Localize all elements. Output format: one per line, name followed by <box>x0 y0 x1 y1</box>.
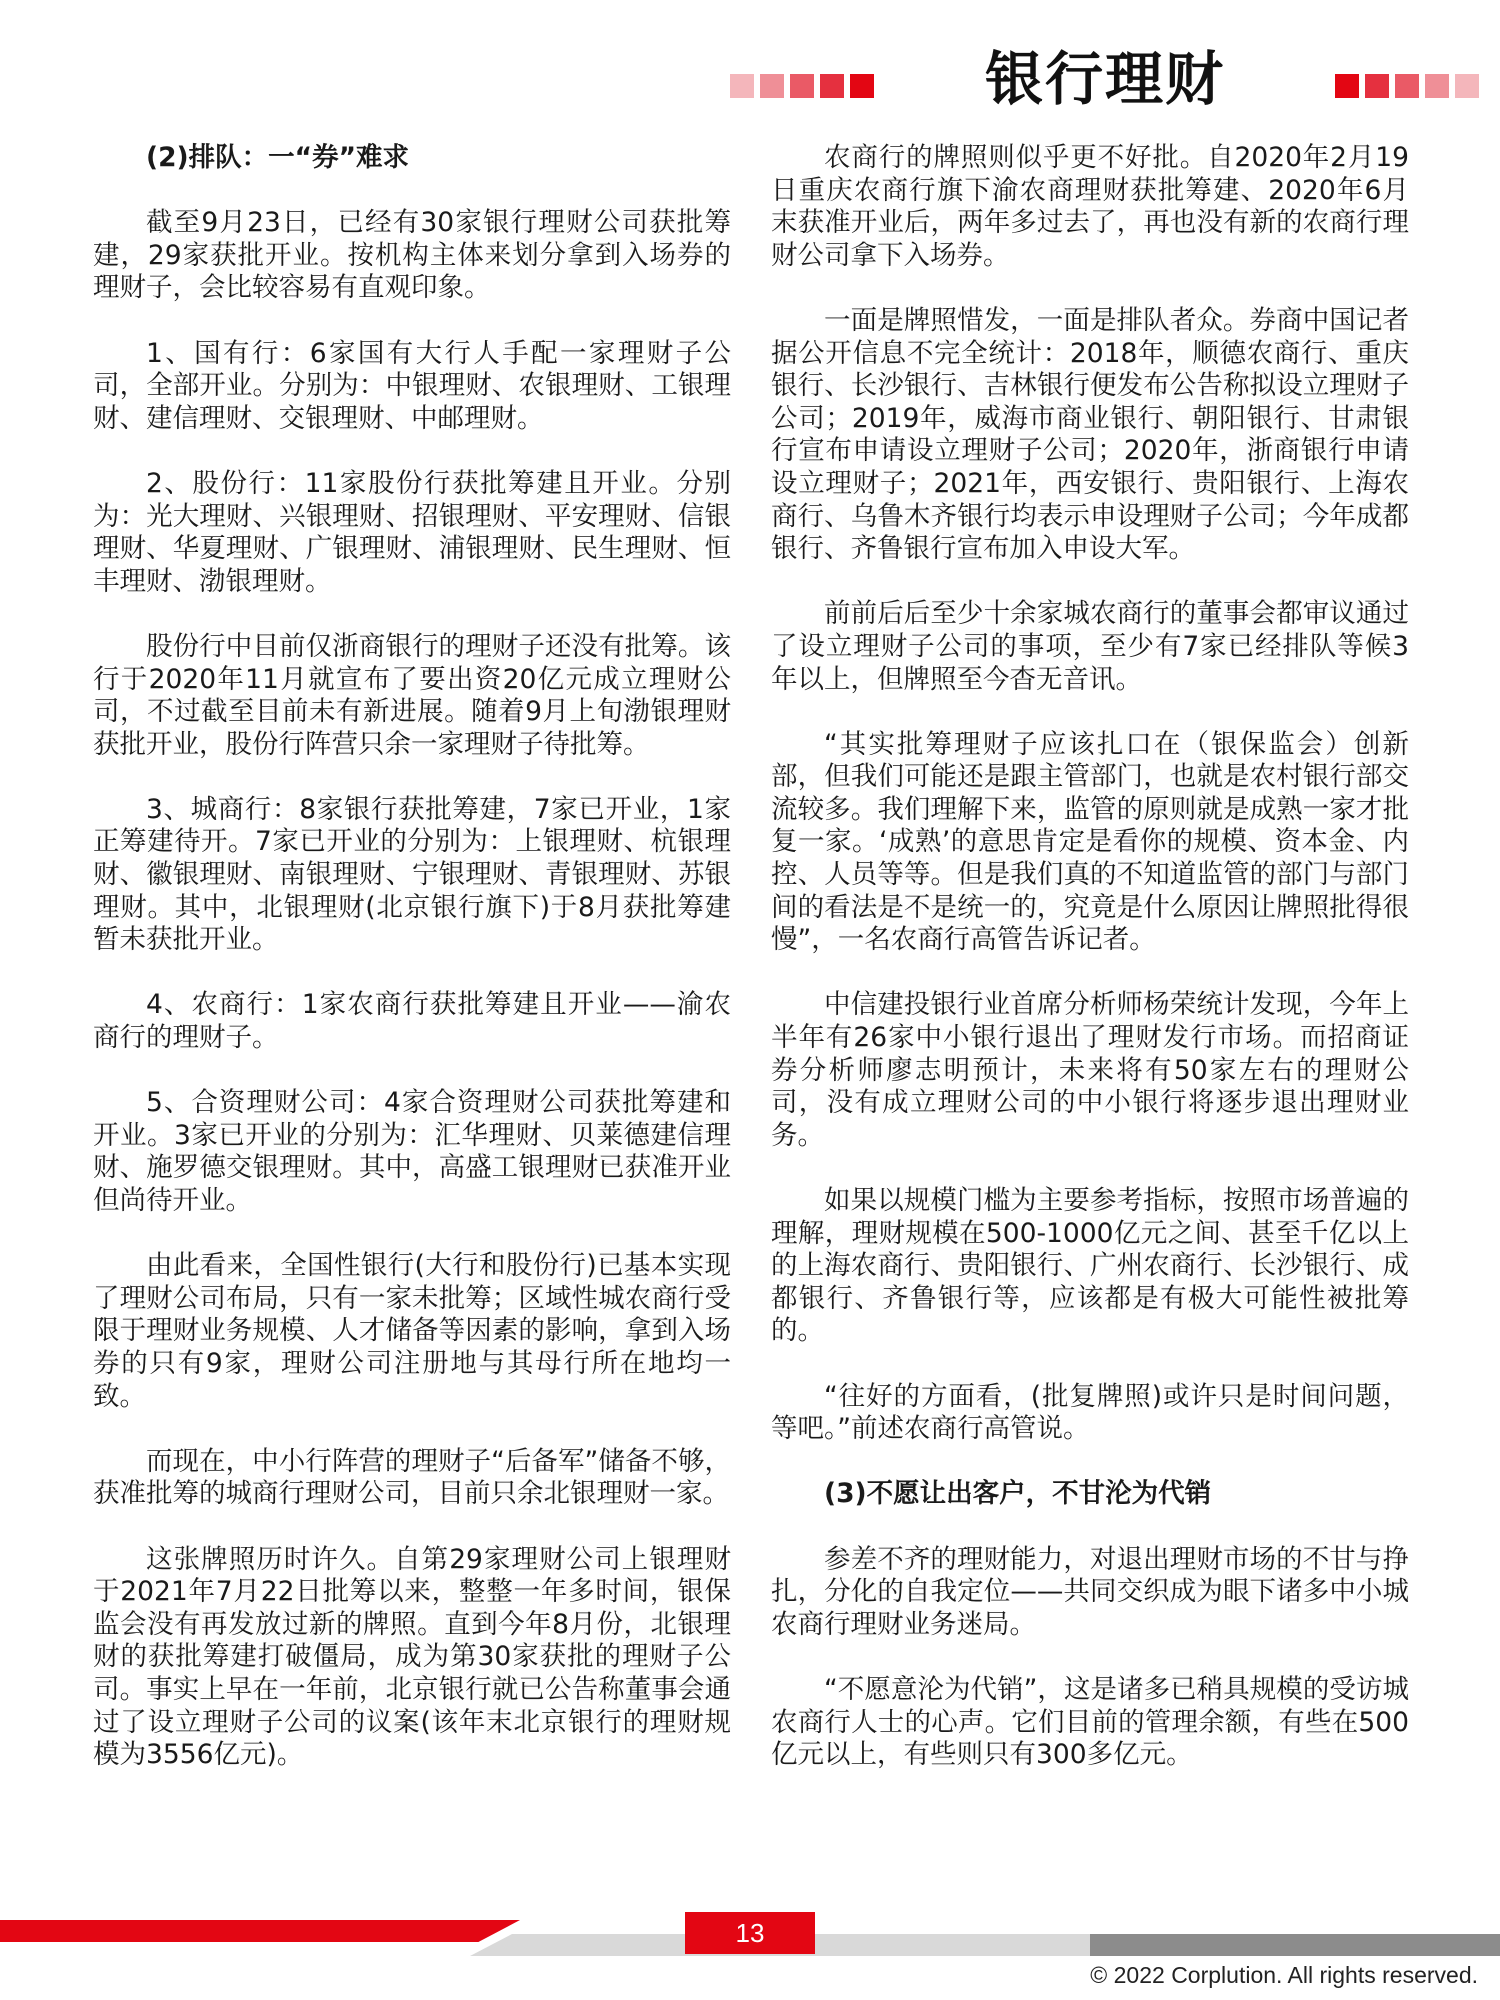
left-column <box>93 142 731 1772</box>
paragraph: 5、合资理财公司：4家合资理财公司获批筹建和开业。3家已开业的分别为：汇华理财、贝莱德建信理财、施罗德交银理财。其中，高盛工银理财已获准开业但尚待开业。 <box>93 1087 731 1216</box>
paragraph: 4、农商行：1家农商行获批筹建且开业——渝农商行的理财子。 <box>93 989 731 1054</box>
header-right-square <box>1425 74 1449 98</box>
paragraph: 农商行的牌照则似乎更不好批。自2020年2月19日重庆农商行旗下渝农商理财获批筹建、2020年6月末获准开业后，两年多过去了，再也没有新的农商行理财公司拿下入场券。 <box>771 142 1409 271</box>
header-left-square <box>850 74 874 98</box>
paragraph: “往好的方面看，(批复牌照)或许只是时间问题，等吧。”前述农商行高管说。 <box>771 1380 1409 1445</box>
footer-grey-bar <box>470 1934 1170 1956</box>
right-column <box>771 142 1409 1772</box>
paragraph: 1、国有行：6家国有大行人手配一家理财子公司，全部开业。分别为：中银理财、农银理财、工银理财、建信理财、交银理财、中邮理财。 <box>93 337 731 434</box>
paragraph: 股份行中目前仅浙商银行的理财子还没有批筹。该行于2020年11月就宣布了要出资20亿元成立理财公司，不过截至目前未有新进展。随着9月上旬渤银理财获批开业，股份行阵营只余一家理财子待批筹。 <box>93 630 731 760</box>
header-right-square <box>1365 74 1389 98</box>
header-right-square <box>1335 74 1359 98</box>
paragraph: 一面是牌照惜发，一面是排队者众。券商中国记者据公开信息不完全统计：2018年，顺德农商行、重庆银行、长沙银行、吉林银行便发布公告称拟设立理财子公司；2019年，威海市商业银行、朝阳银行、甘肃银行宣布申请设立理财子公司；2020年，浙商银行申请设立理财子；2021年，西安银行、贵阳银行、上海农商行、乌鲁木齐银行均表示申设理财子公司；今年成都银行、齐鲁银行宣布加入申设大军。 <box>771 304 1409 565</box>
paragraph: 而现在，中小行阵营的理财子“后备军”储备不够，获准批筹的城商行理财公司，目前只余北银理财一家。 <box>93 1445 731 1510</box>
header-left-square <box>730 74 754 98</box>
paragraph: 中信建投银行业首席分析师杨荣统计发现，今年上半年有26家中小银行退出了理财发行市场。而招商证券分析师廖志明预计，未来将有50家左右的理财公司，没有成立理财公司的中小银行将逐步退出理财业务。 <box>771 989 1409 1151</box>
paragraph: 由此看来，全国性银行(大行和股份行)已基本实现了理财公司布局，只有一家未批筹；区域性城农商行受限于理财业务规模、人才储备等因素的影响，拿到入场券的只有9家，理财公司注册地与其母行所在地均一致。 <box>93 1250 731 1412</box>
copyright-notice: © 2022 Corplution. All rights reserved. <box>1090 1962 1478 1988</box>
paragraph: 3、城商行：8家银行获批筹建，7家已开业，1家正筹建待开。7家已开业的分别为：上银理财、杭银理财、徽银理财、南银理财、宁银理财、青银理财、苏银理财。其中，北银理财(北京银行旗下)于8月获批筹建暂未获批开业。 <box>93 793 731 956</box>
header-right-square <box>1455 74 1479 98</box>
paragraph: 参差不齐的理财能力，对退出理财市场的不甘与挣扎，分化的自我定位——共同交织成为眼下诸多中小城农商行理财业务迷局。 <box>771 1543 1409 1640</box>
page-title: 银行理财 <box>985 45 1226 113</box>
paragraph: “其实批筹理财子应该扎口在（银保监会）创新部，但我们可能还是跟主管部门，也就是农村银行部交流较多。我们理解下来，监管的原则就是成熟一家才批复一家。‘成熟’的意思肯定是看你的规模、资本金、内控、人员等等。但是我们真的不知道监管的部门与部门间的看法是不是统一的，究竟是什么原因让牌照批得很慢”，一名农商行高管告诉记者。 <box>771 728 1409 956</box>
header-left-square <box>760 74 784 98</box>
paragraph: 2、股份行：11家股份行获批筹建且开业。分别为：光大理财、兴银理财、招银理财、平安理财、信银理财、华夏理财、广银理财、浦银理财、民生理财、恒丰理财、渤银理财。 <box>93 467 731 597</box>
paragraph: 截至9月23日，已经有30家银行理财公司获批筹建，29家获批开业。按机构主体来划分拿到入场券的理财子，会比较容易有直观印象。 <box>93 207 731 304</box>
section-heading: (3)不愿让出客户，不甘沦为代销 <box>824 1478 1212 1510</box>
paragraph: 前前后后至少十余家城农商行的董事会都审议通过了设立理财子公司的事项，至少有7家已经排队等候3年以上，但牌照至今杳无音讯。 <box>771 598 1409 695</box>
paragraph: “不愿意沦为代销”，这是诸多已稍具规模的受访城农商行人士的心声。它们目前的管理余额，有些在500亿元以上，有些则只有300多亿元。 <box>771 1673 1409 1771</box>
footer-dark-bar <box>1090 1934 1500 1956</box>
paragraph: 如果以规模门槛为主要参考指标，按照市场普遍的理解，理财规模在500-1000亿元之间、甚至千亿以上的上海农商行、贵阳银行、广州农商行、长沙银行、成都银行、齐鲁银行等，应该都是有极大可能性被批筹的。 <box>771 1185 1409 1347</box>
page-number: 13 <box>685 1912 815 1954</box>
header-left-square <box>820 74 844 98</box>
footer-red-bar <box>0 1920 520 1942</box>
header-right-square <box>1395 74 1419 98</box>
header-left-square <box>790 74 814 98</box>
section-heading: (2)排队：一“券”难求 <box>146 142 409 173</box>
paragraph: 这张牌照历时许久。自第29家理财公司上银理财于2021年7月22日批筹以来，整整一年多时间，银保监会没有再发放过新的牌照。直到今年8月份，北银理财的获批筹建打破僵局，成为第30家获批的理财子公司。事实上早在一年前，北京银行就已公告称董事会通过了设立理财子公司的议案(该年末北京银行的理财规模为3556亿元)。 <box>93 1543 731 1771</box>
